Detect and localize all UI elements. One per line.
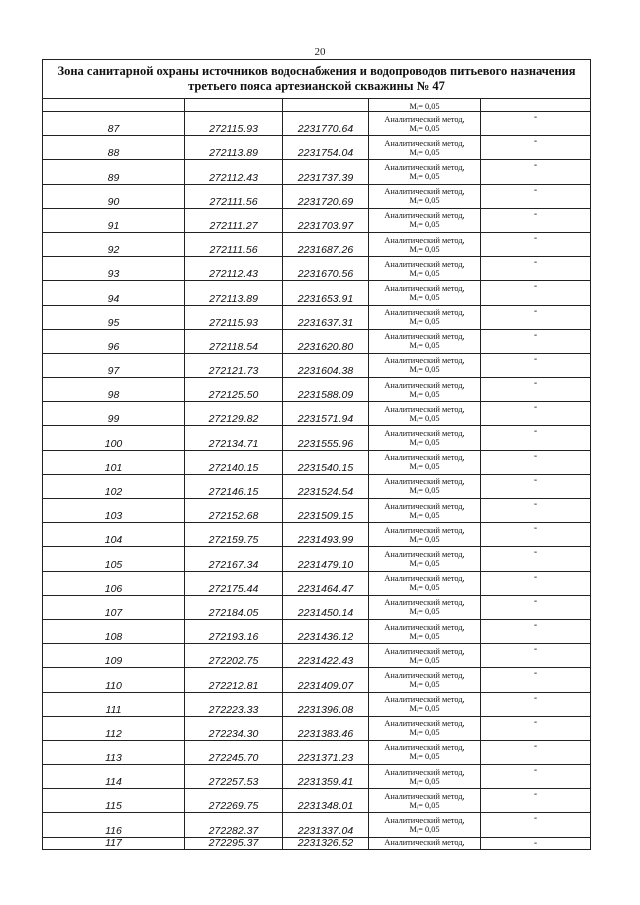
method-coefficient: Mᵢ= 0,05	[409, 365, 440, 375]
y-coordinate: 2231422.43	[283, 644, 369, 668]
cell-empty	[481, 99, 591, 112]
method-coefficient: Mᵢ= 0,05	[409, 728, 440, 738]
method-coefficient: Mᵢ= 0,05	[409, 510, 440, 520]
method-coefficient: Mᵢ= 0,05	[409, 123, 440, 133]
point-number: 113	[43, 740, 185, 764]
point-number: 108	[43, 619, 185, 643]
method-cell	[369, 668, 481, 692]
y-coordinate: 2231687.26	[283, 232, 369, 256]
table-row-continuation	[43, 99, 591, 112]
x-coordinate: 272112.43	[185, 160, 283, 184]
method-cell	[369, 378, 481, 402]
page-number: 20	[314, 46, 326, 58]
method-coefficient: Mᵢ= 0,05	[409, 607, 440, 617]
method-cell	[369, 450, 481, 474]
method-label: Аналитический метод,	[384, 549, 465, 559]
method-coefficient: Mᵢ= 0,05	[409, 268, 440, 278]
dash-cell: -	[481, 571, 591, 595]
dash-cell: -	[481, 668, 591, 692]
y-coordinate: 2231348.01	[283, 789, 369, 813]
method-coefficient: Mᵢ= 0,05	[409, 534, 440, 544]
table-row	[43, 160, 591, 184]
method-cell	[369, 232, 481, 256]
point-number: 91	[43, 208, 185, 232]
method-cell	[369, 547, 481, 571]
y-coordinate: 2231479.10	[283, 547, 369, 571]
method-label: Аналитический метод,	[384, 138, 465, 148]
y-coordinate: 2231493.99	[283, 523, 369, 547]
method-coefficient: Mᵢ= 0,05	[409, 413, 440, 423]
method-label: Аналитический метод,	[384, 574, 465, 584]
dash-cell: -	[481, 450, 591, 474]
y-coordinate: 2231737.39	[283, 160, 369, 184]
y-coordinate: 2231396.08	[283, 692, 369, 716]
table-row	[43, 281, 591, 305]
method-label: Аналитический метод,	[384, 332, 465, 342]
table-row	[43, 571, 591, 595]
method-cell	[369, 619, 481, 643]
method-label: Аналитический метод,	[384, 525, 465, 535]
method-cell	[369, 426, 481, 450]
method-cell	[369, 305, 481, 329]
table-title-line-1: Зона санитарной охраны источников водоснабжения и водопроводов питьевого назначения	[57, 64, 576, 78]
x-coordinate: 272111.56	[185, 184, 283, 208]
dash-cell: -	[481, 547, 591, 571]
point-number: 102	[43, 474, 185, 498]
method-cell	[369, 281, 481, 305]
table-row	[43, 329, 591, 353]
method-cell	[369, 99, 481, 112]
y-coordinate: 2231524.54	[283, 474, 369, 498]
dash-cell: -	[481, 112, 591, 136]
point-number: 96	[43, 329, 185, 353]
x-coordinate: 272282.37	[185, 813, 283, 837]
y-coordinate: 2231571.94	[283, 402, 369, 426]
method-coefficient: Mᵢ= 0,05	[409, 438, 440, 448]
y-coordinate: 2231450.14	[283, 595, 369, 619]
x-coordinate: 272167.34	[185, 547, 283, 571]
method-coefficient: Mᵢ= 0,05	[409, 558, 440, 568]
method-label: Аналитический метод,	[384, 791, 465, 801]
dash-cell: -	[481, 378, 591, 402]
method-cell	[369, 716, 481, 740]
method-coefficient: Mᵢ= 0,05	[409, 292, 440, 302]
point-number: 115	[43, 789, 185, 813]
method-coefficient: Mᵢ= 0,05	[409, 147, 440, 157]
point-number: 94	[43, 281, 185, 305]
dash-cell: -	[481, 716, 591, 740]
dash-cell: -	[481, 619, 591, 643]
point-number: 88	[43, 136, 185, 160]
x-coordinate: 272129.82	[185, 402, 283, 426]
table-row	[43, 353, 591, 377]
y-coordinate: 2231604.38	[283, 353, 369, 377]
point-number: 98	[43, 378, 185, 402]
dash-cell: -	[481, 329, 591, 353]
method-label: Аналитический метод,	[384, 743, 465, 753]
y-coordinate: 2231555.96	[283, 426, 369, 450]
y-coordinate: 2231703.97	[283, 208, 369, 232]
dash-cell: -	[481, 789, 591, 813]
method-label: Аналитический метод,	[384, 501, 465, 511]
method-label: Аналитический метод,	[384, 767, 465, 777]
method-coefficient: Mᵢ= 0,05	[409, 462, 440, 472]
method-label: Аналитический метод,	[384, 695, 465, 705]
method-coefficient: Mᵢ= 0,05	[409, 196, 440, 206]
method-label: Аналитический метод,	[384, 598, 465, 608]
method-coefficient: Mᵢ= 0,05	[409, 825, 440, 835]
dash-cell: -	[481, 426, 591, 450]
y-coordinate: 2231509.15	[283, 499, 369, 523]
y-coordinate: 2231754.04	[283, 136, 369, 160]
y-coordinate: 2231326.52	[283, 837, 369, 849]
x-coordinate: 272295.37	[185, 837, 283, 849]
method-cell	[369, 160, 481, 184]
y-coordinate: 2231436.12	[283, 619, 369, 643]
x-coordinate: 272113.89	[185, 281, 283, 305]
point-number: 103	[43, 499, 185, 523]
method-label: Аналитический метод,	[384, 356, 465, 366]
point-number: 110	[43, 668, 185, 692]
x-coordinate: 272223.33	[185, 692, 283, 716]
method-coefficient: Mᵢ= 0,05	[409, 244, 440, 254]
table-row	[43, 499, 591, 523]
method-cell	[369, 765, 481, 789]
x-coordinate: 272111.56	[185, 232, 283, 256]
x-coordinate: 272184.05	[185, 595, 283, 619]
method-label: Аналитический метод,	[384, 622, 465, 632]
method-label: Аналитический метод,	[384, 380, 465, 390]
method-cell	[369, 740, 481, 764]
y-coordinate: 2231588.09	[283, 378, 369, 402]
method-coefficient: Mᵢ= 0,05	[409, 317, 440, 327]
table-row	[43, 474, 591, 498]
dash-cell: -	[481, 692, 591, 716]
y-coordinate: 2231637.31	[283, 305, 369, 329]
y-coordinate: 2231670.56	[283, 257, 369, 281]
table-row	[43, 378, 591, 402]
x-coordinate: 272152.68	[185, 499, 283, 523]
method-label: Аналитический метод,	[384, 259, 465, 269]
table-row	[43, 305, 591, 329]
x-coordinate: 272245.70	[185, 740, 283, 764]
method-label: Аналитический метод,	[384, 837, 465, 847]
method-label: Аналитический метод,	[384, 114, 465, 124]
table-row	[43, 692, 591, 716]
x-coordinate: 272269.75	[185, 789, 283, 813]
dash-cell: -	[481, 136, 591, 160]
method-cell	[369, 257, 481, 281]
method-label: Аналитический метод,	[384, 477, 465, 487]
y-coordinate: 2231720.69	[283, 184, 369, 208]
method-cell	[369, 208, 481, 232]
point-number: 107	[43, 595, 185, 619]
method-label: Аналитический метод,	[384, 453, 465, 463]
x-coordinate: 272257.53	[185, 765, 283, 789]
method-coefficient: Mᵢ= 0,05	[409, 389, 440, 399]
x-coordinate: 272121.73	[185, 353, 283, 377]
point-number: 109	[43, 644, 185, 668]
method-cell	[369, 499, 481, 523]
table-row	[43, 257, 591, 281]
point-number: 100	[43, 426, 185, 450]
x-coordinate: 272113.89	[185, 136, 283, 160]
table-row	[43, 208, 591, 232]
method-label: Аналитический метод,	[384, 211, 465, 221]
dash-cell: -	[481, 184, 591, 208]
x-coordinate: 272159.75	[185, 523, 283, 547]
point-number: 90	[43, 184, 185, 208]
point-number: 111	[43, 692, 185, 716]
dash-cell: -	[481, 644, 591, 668]
method-cell	[369, 112, 481, 136]
x-coordinate: 272134.71	[185, 426, 283, 450]
table-title-line-2: третьего пояса артезианской скважины № 47	[188, 79, 445, 93]
method-cell	[369, 474, 481, 498]
method-cell	[369, 692, 481, 716]
method-label: Аналитический метод,	[384, 283, 465, 293]
method-cell	[369, 595, 481, 619]
dash-cell: -	[481, 837, 591, 849]
method-cell	[369, 329, 481, 353]
table-row	[43, 450, 591, 474]
method-cell	[369, 136, 481, 160]
x-coordinate: 272111.27	[185, 208, 283, 232]
method-label: Аналитический метод,	[384, 187, 465, 197]
method-coefficient: Mᵢ= 0,05	[409, 171, 440, 181]
point-number: 116	[43, 813, 185, 837]
method-cell	[369, 353, 481, 377]
method-cell	[369, 523, 481, 547]
x-coordinate: 272202.75	[185, 644, 283, 668]
method-label: Аналитический метод,	[384, 646, 465, 656]
x-coordinate: 272112.43	[185, 257, 283, 281]
dash-cell: -	[481, 474, 591, 498]
x-coordinate: 272193.16	[185, 619, 283, 643]
table-row	[43, 232, 591, 256]
x-coordinate: 272125.50	[185, 378, 283, 402]
method-label: Аналитический метод,	[384, 235, 465, 245]
dash-cell: -	[481, 232, 591, 256]
dash-cell: -	[481, 257, 591, 281]
dash-cell: -	[481, 281, 591, 305]
point-number: 95	[43, 305, 185, 329]
table-row	[43, 136, 591, 160]
point-number: 87	[43, 112, 185, 136]
coordinates-table	[42, 59, 591, 850]
point-number: 92	[43, 232, 185, 256]
x-coordinate: 272115.93	[185, 305, 283, 329]
table-row	[43, 523, 591, 547]
method-coefficient: Mᵢ= 0,05	[409, 655, 440, 665]
method-coefficient: Mᵢ= 0,05	[409, 704, 440, 714]
cell-empty	[43, 99, 185, 112]
point-number: 112	[43, 716, 185, 740]
x-coordinate: 272115.93	[185, 112, 283, 136]
x-coordinate: 272146.15	[185, 474, 283, 498]
table-row-last	[43, 837, 591, 849]
y-coordinate: 2231359.41	[283, 765, 369, 789]
point-number: 105	[43, 547, 185, 571]
table-row	[43, 426, 591, 450]
table-title	[43, 60, 591, 99]
method-label: Аналитический метод,	[384, 816, 465, 826]
method-coefficient: Mᵢ= 0,05	[409, 679, 440, 689]
table-row	[43, 184, 591, 208]
method-label: Аналитический метод,	[384, 719, 465, 729]
table-row	[43, 716, 591, 740]
y-coordinate: 2231337.04	[283, 813, 369, 837]
point-number: 104	[43, 523, 185, 547]
table-row	[43, 595, 591, 619]
method-coefficient: Mᵢ= 0,05	[409, 102, 440, 111]
x-coordinate: 272212.81	[185, 668, 283, 692]
dash-cell: -	[481, 402, 591, 426]
table-row	[43, 402, 591, 426]
dash-cell: -	[481, 499, 591, 523]
point-number: 114	[43, 765, 185, 789]
table-row	[43, 112, 591, 136]
method-cell	[369, 184, 481, 208]
method-coefficient: Mᵢ= 0,05	[409, 776, 440, 786]
point-number: 97	[43, 353, 185, 377]
table-row	[43, 765, 591, 789]
method-label: Аналитический метод,	[384, 670, 465, 680]
method-coefficient: Mᵢ= 0,05	[409, 341, 440, 351]
method-cell	[369, 813, 481, 837]
dash-cell: -	[481, 305, 591, 329]
method-label: Аналитический метод,	[384, 429, 465, 439]
point-number: 106	[43, 571, 185, 595]
table-row	[43, 547, 591, 571]
cell-empty	[283, 99, 369, 112]
y-coordinate: 2231770.64	[283, 112, 369, 136]
point-number: 101	[43, 450, 185, 474]
cell-empty	[185, 99, 283, 112]
method-label: Аналитический метод,	[384, 162, 465, 172]
dash-cell: -	[481, 208, 591, 232]
x-coordinate: 272175.44	[185, 571, 283, 595]
y-coordinate: 2231653.91	[283, 281, 369, 305]
point-number: 99	[43, 402, 185, 426]
y-coordinate: 2231620.80	[283, 329, 369, 353]
table-row	[43, 789, 591, 813]
method-cell	[369, 571, 481, 595]
dash-cell: -	[481, 353, 591, 377]
dash-cell: -	[481, 740, 591, 764]
method-coefficient: Mᵢ= 0,05	[409, 752, 440, 762]
method-coefficient: Mᵢ= 0,05	[409, 800, 440, 810]
y-coordinate: 2231540.15	[283, 450, 369, 474]
method-label: Аналитический метод,	[384, 404, 465, 414]
method-cell	[369, 789, 481, 813]
point-number: 117	[43, 837, 185, 849]
point-number: 89	[43, 160, 185, 184]
dash-cell: -	[481, 523, 591, 547]
method-coefficient: Mᵢ= 0,05	[409, 583, 440, 593]
x-coordinate: 272118.54	[185, 329, 283, 353]
method-cell	[369, 644, 481, 668]
method-coefficient: Mᵢ= 0,05	[409, 631, 440, 641]
method-coefficient: Mᵢ= 0,05	[409, 486, 440, 496]
method-cell	[369, 402, 481, 426]
method-label: Аналитический метод,	[384, 308, 465, 318]
dash-cell: -	[481, 765, 591, 789]
x-coordinate: 272234.30	[185, 716, 283, 740]
method-coefficient: Mᵢ= 0,05	[409, 220, 440, 230]
table-row	[43, 813, 591, 837]
dash-cell: -	[481, 160, 591, 184]
dash-cell: -	[481, 595, 591, 619]
y-coordinate: 2231383.46	[283, 716, 369, 740]
table-row	[43, 644, 591, 668]
y-coordinate: 2231371.23	[283, 740, 369, 764]
dash-cell: -	[481, 813, 591, 837]
table-row	[43, 740, 591, 764]
table-row	[43, 668, 591, 692]
x-coordinate: 272140.15	[185, 450, 283, 474]
table-row	[43, 619, 591, 643]
point-number: 93	[43, 257, 185, 281]
y-coordinate: 2231409.07	[283, 668, 369, 692]
method-cell	[369, 837, 481, 849]
y-coordinate: 2231464.47	[283, 571, 369, 595]
